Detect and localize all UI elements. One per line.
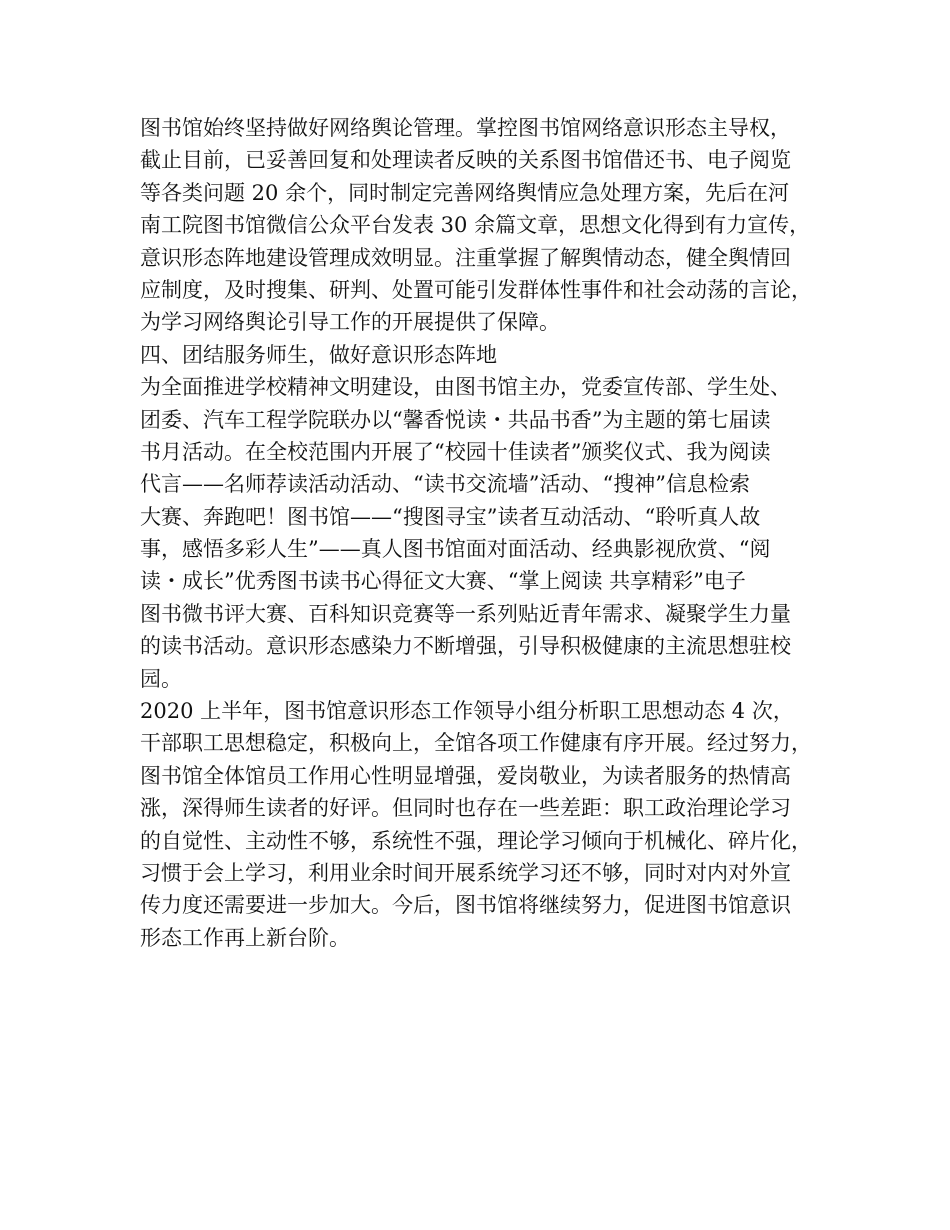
text-line: 截止目前，已妥善回复和处理读者反映的关系图书馆借还书、电子阅览 [140,148,791,173]
text-line: 图书馆始终坚持做好网络舆论管理。掌控图书馆网络意识形态主导权， [140,116,791,140]
text-line: 团委、汽车工程学院联办以“馨香悦读・共品书香”为主题的第七届读 [140,407,771,432]
text-line: 代言——名师荐读活动活动、“读书交流墙”活动、“搜神”信息检索 [140,472,750,497]
text-line: 南工院图书馆微信公众平台发表 30 余篇文章，思想文化得到有力宣传， [140,213,811,238]
text-line: 的读书活动。意识形态感染力不断增强，引导积极健康的主流思想驻校 [140,634,791,659]
text-line: 大赛、奔跑吧！图书馆——“搜图寻宝”读者互动活动、“聆听真人故 [140,504,761,529]
text-line: 形态工作再上新台阶。 [140,925,350,950]
text-line: 为学习网络舆论引导工作的开展提供了保障。 [140,310,560,335]
text-line: 等各类问题 20 余个，同时制定完善网络舆情应急处理方案，先后在河 [140,180,790,205]
text-line: 干部职工思想稳定，积极向上，全馆各项工作健康有序开展。经过努力， [140,731,812,756]
section-heading: 四、团结服务师生，做好意识形态阵地 [140,342,497,367]
text-line: 事，感悟多彩人生”——真人图书馆面对面活动、经典影视欣赏、“阅 [140,537,771,562]
text-line: 意识形态阵地建设管理成效明显。注重掌握了解舆情动态，健全舆情回 [140,245,791,270]
text-line: 应制度，及时搜集、研判、处置可能引发群体性事件和社会动荡的言论， [140,277,812,302]
text-line: 图书微书评大赛、百科知识竞赛等一系列贴近青年需求、凝聚学生力量 [140,601,791,626]
text-line: 读・成长”优秀图书读书心得征文大赛、“掌上阅读 共享精彩”电子 [140,569,746,594]
text-line: 园。 [140,666,182,691]
text-line: 的自觉性、主动性不够，系统性不强，理论学习倾向于机械化、碎片化， [140,828,812,853]
text-line: 涨，深得师生读者的好评。但同时也存在一些差距：职工政治理论学习 [140,796,791,821]
document-body [140,112,830,954]
text-line: 传力度还需要进一步加大。今后，图书馆将继续努力，促进图书馆意识 [140,893,791,918]
text-line: 习惯于会上学习，利用业余时间开展系统学习还不够，同时对内对外宣 [140,860,791,885]
text-line: 2020 上半年，图书馆意识形态工作领导小组分析职工思想动态 4 次， [140,699,794,724]
text-line: 图书馆全体馆员工作用心性明显增强，爱岗敬业，为读者服务的热情高 [140,763,791,788]
text-line: 为全面推进学校精神文明建设，由图书馆主办，党委宣传部、学生处、 [140,375,791,400]
text-line: 书月活动。在全校范围内开展了“校园十佳读者”颁奖仪式、我为阅读 [140,439,771,464]
